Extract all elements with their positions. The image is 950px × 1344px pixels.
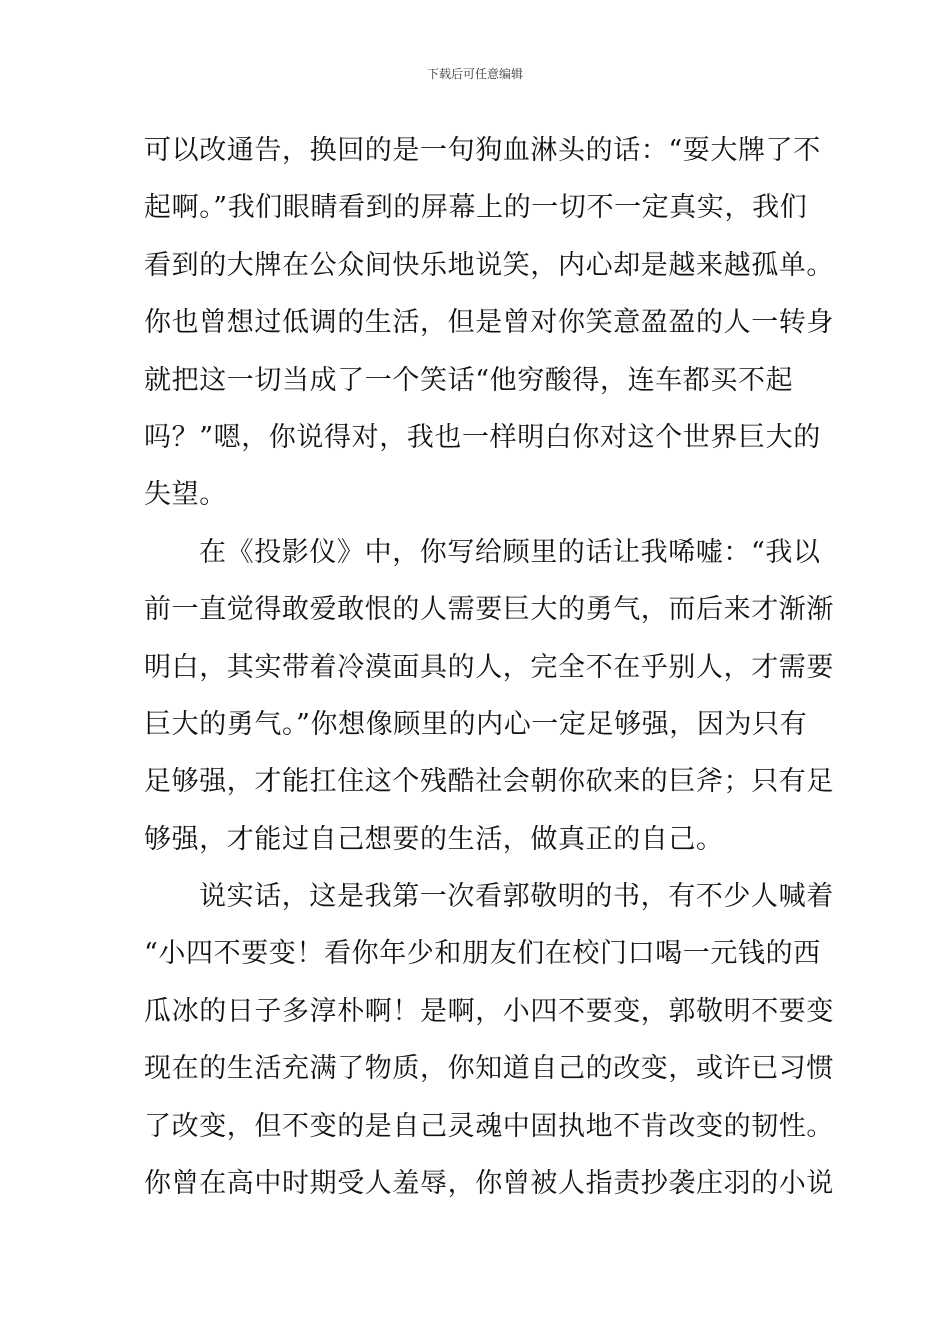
text-line: 明白，其实带着冷漠面具的人，完全不在乎别人，才需要	[144, 651, 834, 683]
text-line: 看到的大牌在公众间快乐地说笑，内心却是越来越孤单。	[144, 249, 834, 281]
document-body	[144, 122, 834, 1212]
text-line: 就把这一切当成了一个笑话“他穷酸得，连车都买不起	[144, 364, 794, 396]
text-line: “小四不要变！看你年少和朋友们在校门口喝一元钱的西	[144, 938, 821, 970]
text-line: 现在的生活充满了物质，你知道自己的改变，或许已习惯	[144, 1053, 834, 1085]
paragraph-first-line: 在《投影仪》中，你写给顾里的话让我唏嘘：“我以	[199, 536, 821, 568]
text-line: 瓜冰的日子多淳朴啊！是啊，小四不要变，郭敬明不要变	[144, 995, 834, 1027]
text-line: 可以改通告，换回的是一句狗血淋头的话：“耍大牌了不	[144, 135, 821, 166]
page-header: 下载后可任意编辑	[426, 67, 523, 81]
text-line: 巨大的勇气。”你想像顾里的内心一定足够强，因为只有	[144, 708, 808, 740]
paragraph-first-line: 说实话，这是我第一次看郭敬明的书，有不少人喊着	[199, 881, 834, 913]
text-line: 足够强，才能扛住这个残酷社会朝你砍来的巨斧；只有足	[144, 766, 834, 798]
text-line: 前一直觉得敢爱敢恨的人需要巨大的勇气，而后来才渐渐	[144, 594, 834, 626]
text-line: 够强，才能过自己想要的生活，做真正的自己。	[144, 823, 724, 855]
text-line: 了改变，但不变的是自己灵魂中固执地不肯改变的韧性。	[144, 1110, 834, 1142]
text-line: 你曾在高中时期受人羞辱，你曾被人指责抄袭庄羽的小说	[144, 1168, 834, 1200]
text-line: 起啊。”我们眼睛看到的屏幕上的一切不一定真实，我们	[144, 192, 808, 224]
text-line: 吗？”嗯，你说得对，我也一样明白你对这个世界巨大的	[144, 421, 821, 453]
text-line: 失望。	[144, 479, 227, 511]
text-line: 你也曾想过低调的生活，但是曾对你笑意盈盈的人一转身	[144, 307, 834, 339]
